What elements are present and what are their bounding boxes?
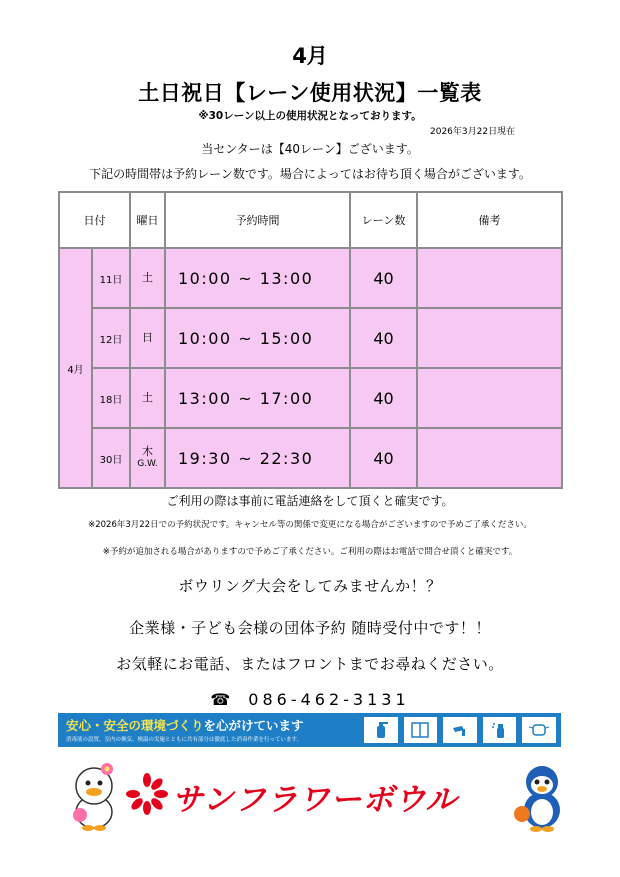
phone-row — [0, 690, 620, 709]
weekday-cell: 土 — [130, 248, 165, 308]
page-month: 4月 — [292, 44, 328, 68]
contact-advice: ご利用の際は事前に電話連絡をして頂くと確実です。 — [166, 494, 454, 508]
table-row — [59, 428, 562, 488]
safety-icon-strip — [363, 716, 557, 744]
safety-title-rest: を心がけています — [203, 718, 304, 733]
phone-number[interactable]: 086-462-3131 — [248, 690, 410, 709]
day-cell: 11日 — [92, 248, 130, 308]
page-title: 土日祝日【レーン使用状況】一覧表 — [138, 81, 482, 105]
header-weekday: 曜日 — [130, 192, 165, 248]
note-cell — [417, 248, 562, 308]
lanes-cell: 40 — [350, 368, 417, 428]
note-cell — [417, 308, 562, 368]
header-date: 日付 — [59, 192, 130, 248]
duck-mascot-left-icon — [62, 760, 126, 832]
penguin-mascot-right-icon — [508, 760, 572, 832]
time-cell: 19:30 ~ 22:30 — [165, 428, 350, 488]
day-cell: 30日 — [92, 428, 130, 488]
note-cell — [417, 368, 562, 428]
lane-usage-table — [58, 191, 563, 489]
sunflower-logo-icon — [125, 772, 169, 820]
safety-subtitle: 消毒液の設置、室内の換気、検温の実施とともに共有部分は徹底した消毒作業を行っています。 — [66, 737, 303, 743]
time-cell: 10:00 ~ 13:00 — [165, 248, 350, 308]
promo-line-2: 企業様・子ども会様の団体予約 随時受付中です！！ — [129, 619, 491, 637]
table-row — [59, 368, 562, 428]
center-info: 当センターは【40レーン】ございます。 — [201, 142, 419, 156]
day-cell: 12日 — [92, 308, 130, 368]
safety-title-highlight: 安心・安全の環境づくり — [66, 718, 204, 733]
weekday-sub-label: G.W. — [137, 459, 158, 469]
header-notes: 備考 — [417, 192, 562, 248]
brand-logo-text: サンフラワーボウル — [172, 782, 458, 818]
table-header-row — [59, 192, 562, 248]
weekday-label: 木 — [142, 445, 153, 458]
subnote: ※30レーン以上の使用状況となっております。 — [198, 110, 422, 122]
day-cell: 18日 — [92, 368, 130, 428]
time-cell: 13:00 ~ 17:00 — [165, 368, 350, 428]
phone-icon: ☎ — [210, 690, 231, 709]
promo-line-1: ボウリング大会をしてみませんか！？ — [178, 577, 442, 595]
ventilation-icon — [403, 716, 439, 744]
table-row — [59, 308, 562, 368]
intro-text: 下記の時間帯は予約レーン数です。場合によってはお待ち頂く場合がございます。 — [89, 167, 531, 181]
fine-print-1: ※2026年3月22日での予約状況です。キャンセル等の関係で変更になる場合がございますので予めご了承ください。 — [88, 520, 532, 530]
header-lanes: レーン数 — [350, 192, 417, 248]
fine-print-2: ※予約が追加される場合がありますので予めご了承ください。ご利用の際はお電話で問合せ頂くと確実です。 — [102, 547, 518, 557]
safety-title — [66, 716, 304, 734]
thermometer-icon — [442, 716, 478, 744]
mask-icon — [521, 716, 557, 744]
sanitizer-icon — [363, 716, 399, 744]
table-row — [59, 248, 562, 308]
note-cell — [417, 428, 562, 488]
weekday-cell: 日 — [130, 308, 165, 368]
promo-line-3: お気軽にお電話、またはフロントまでお尋ねください。 — [116, 655, 504, 673]
lanes-cell: 40 — [350, 308, 417, 368]
lanes-cell: 40 — [350, 248, 417, 308]
time-cell: 10:00 ~ 15:00 — [165, 308, 350, 368]
as-of-date: 2026年3月22日現在 — [430, 127, 516, 137]
lanes-cell: 40 — [350, 428, 417, 488]
disinfect-spray-icon — [482, 716, 518, 744]
weekday-cell: 土 — [130, 368, 165, 428]
weekday-cell — [130, 428, 165, 488]
header-time: 予約時間 — [165, 192, 350, 248]
month-cell: 4月 — [59, 248, 92, 488]
